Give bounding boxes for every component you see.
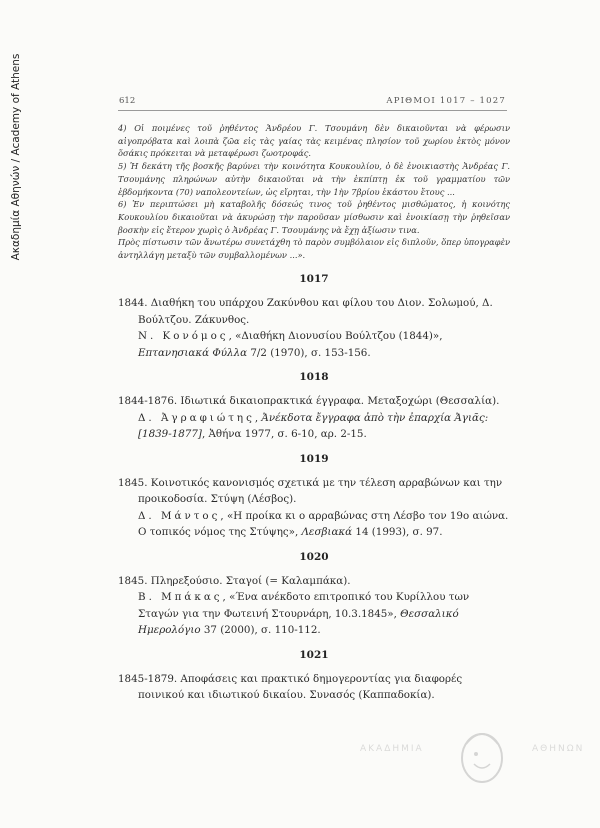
continuation-text [118,122,510,262]
header-rule [118,110,507,111]
entry-title: 1845. Κοινοτικός κανονισμός σχετικά με την τέλεση αρραβώνων και την προικοδοσία. Στύψη (Λέσβος). [118,476,503,505]
entries-list [118,273,510,714]
entry-reference: Δ. Ἀγραφιώτης, Ἀνέκδοτα ἔγγραφα ἀπὸ τὴν ἐπαρχία Ἀγιᾶς: [1839-1877], Ἀθήνα 1977, σ. 6-10, αρ. 2-15. [138,411,489,440]
entry [118,273,510,361]
entry-title: 1845-1879. Αποφάσεις και πρακτικό δημογεροντίας για διαφορές ποινικού και ιδιωτικού δικαίου. Συνασός (Καππαδοκία). [118,672,463,701]
running-header: ΑΡΙΘΜΟΙ 1017 – 1027 [386,96,506,106]
entry [118,453,510,541]
entry-title: 1844-1876. Ιδιωτικά δικαιοπρακτικά έγγραφα. Μεταξοχώρι (Θεσσαλία). [118,395,500,407]
continuation-paragraph: Πρὸς πίστωσιν τῶν ἄνωτέρω συνετάχθη τὸ παρὸν συμβόλαιον εἰς διπλοῦν, ὅπερ ὑπογραφὲν ἀντηλλάγη μεταξὺ τῶν συμβαλλομένων ...». [118,237,510,261]
page-number: 612 [119,96,136,106]
entry-title: 1845. Πληρεξούσιο. Σταγοί (= Καλαμπάκα). [118,574,351,587]
entry-reference: Β. Μπάκας, «Ένα ανέκδοτο επιτροπικό του Κυρίλλου των Σταγών για την Φωτεινή Στουρνάρη, 10.3.1845», Θεσσαλικό Ημερολόγιο 37 (2000), σ. 110-112. [138,591,470,636]
reference-details: 14 (1993), σ. 97. [352,526,443,538]
reference-title: «Ένα ανέκδοτο επιτροπικό του Κυρίλλου των Σταγών για την Φωτεινή Στουρνάρη, 10.3.1845» [138,591,470,620]
continuation-paragraph: 4) Οἱ ποιμένες τοῦ ῥηθέντος Ἀνδρέου Γ. Τσουμάνη δὲν δικαιοῦνται νὰ φέρωσιν αἰγοπρόβατα καὶ λοιπὰ ζῶα εἰς τὰς γαίας τὰς κειμένας πλησίον τοῦ χωρίου ἐκτὸς μόνον ὅσάκις πρόκειται νὰ μεταφέρωσι ζωοτροφάς. [118,123,510,159]
reference-details: , Ἀθήνα 1977, σ. 6-10, αρ. 2-15. [201,428,367,440]
reference-journal: Λεσβιακά [301,526,353,538]
reference-author: Δ. Μάντος [138,509,221,522]
academy-watermark [360,722,590,792]
entry-number: 1017 [299,273,329,285]
reference-author: Δ. Ἀγραφιώτης [138,411,255,424]
reference-title: «Διαθήκη Διονυσίου Βούλτζου (1844)» [235,330,440,342]
watermark-text-left: ΑΚΑΔΗΜΙΑ [360,744,424,754]
continuation-paragraph: 6) Ἐν περιπτώσει μὴ καταβολῆς δόσεώς τινος τοῦ ῥηθέντος μισθώματος, ἡ κοινότης Κουκουλίου δικαιοῦται νὰ ἀκυρώσῃ τὴν παροῦσαν μίσθωσιν καὶ ἐνοικίασῃ τὴν ῥηθεῖσαν βοσκὴν εἰς ἕτερον χωρὶς ὁ Ἀνδρέας Γ. Τσουμάνης νὰ ἔχῃ ἀξίωσιν τινα. [118,199,510,235]
entry [118,551,510,639]
reference-author: Ν. Κονόμος [138,330,229,342]
entry-reference: Ν. Κονόμος, «Διαθήκη Διονυσίου Βούλτζου (1844)», Επτανησιακά Φύλλα 7/2 (1970), σ. 153-156. [138,330,443,359]
reference-title: «Η προίκα κι ο αρραβώνας στη Λέσβο τον 19ο αιώνα. Ο τοπικός νόμος της Στύψης» [138,509,509,538]
entry-title: 1844. Διαθήκη του υπάρχου Ζακύνθου και φίλου του Διον. Σολωμού, Δ. Βούλτζου. Ζάκυνθος. [118,297,493,326]
entry-reference: Δ. Μάντος, «Η προίκα κι ο αρραβώνας στη Λέσβο τον 19ο αιώνα. Ο τοπικός νόμος της Στύψης», Λεσβιακά 14 (1993), σ. 97. [138,509,509,538]
reference-journal: Επτανησιακά Φύλλα [138,346,248,359]
reference-title: Ἀνέκδοτα ἔγγραφα ἀπὸ τὴν ἐπαρχία Ἀγιᾶς: [1839-1877] [138,411,489,440]
watermark-text-right: ΑΘΗΝΩΝ [532,744,585,754]
entry-number: 1020 [299,550,329,563]
reference-author: Β. Μπάκας [138,591,223,603]
entry-number: 1018 [299,371,329,383]
reference-details: 37 (2000), σ. 110-112. [200,624,321,636]
entry [118,371,510,443]
entry [118,649,510,704]
reference-details: 7/2 (1970), σ. 153-156. [247,346,371,359]
archive-side-label: Ακαδημία Αθηνών / Academy of Athens [10,53,22,261]
athena-head-icon [452,724,512,790]
continuation-paragraph: 5) Ἡ δεκάτη τῆς βοσκῆς βαρύνει τὴν κοινότητα Κουκουλίου, ὁ δὲ ἐνοικιαστὴς Ἀνδρέας Γ. Τσουμάνης πληρώνων αὐτὴν δικαιοῦται νὰ τὴν ἐκπίπτῃ ἐκ τοῦ γραμματίου τῶν ἑβδομήκοντα (70) ναπολεοντείων, ὡς εἴρηται, τὴν 1ὴν 7βρίου ἑκάστου ἔτους ... [118,161,510,197]
entry-number: 1019 [299,452,329,465]
reference-journal: Θεσσαλικό Ημερολόγιο [138,607,459,636]
entry-number: 1021 [299,648,329,661]
